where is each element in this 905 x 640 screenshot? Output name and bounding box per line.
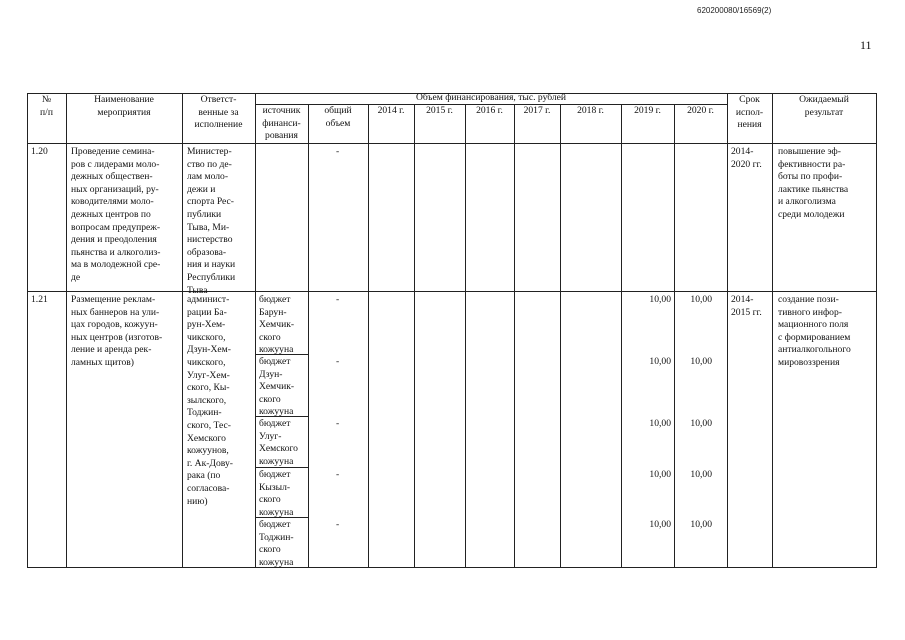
subrow-2020: 10,00: [690, 469, 712, 480]
col-border: [66, 93, 67, 568]
col-border: [560, 104, 561, 568]
col-border: [182, 93, 183, 568]
row-121-name: Размещение реклам- ных баннеров на ули- цах городов, кожуун- ных центров (изготов- ление и аренда рек- ламных щитов): [71, 294, 163, 368]
row-121-term: 2014- 2015 гг.: [731, 294, 762, 318]
subrow-2020: 10,00: [690, 294, 712, 305]
col-border: [772, 93, 773, 568]
page-number: 11: [860, 38, 872, 52]
subrow-2019: 10,00: [649, 294, 671, 305]
header-total: общий объем: [324, 105, 352, 129]
col-border: [514, 104, 515, 568]
document-code: 620200080/16569(2): [697, 6, 772, 15]
header-year-2017: 2017 г.: [523, 105, 551, 116]
row-120-term: 2014- 2020 гг.: [731, 146, 762, 170]
subrow-2019: 10,00: [649, 519, 671, 530]
row-120-result: повышение эф- фективности ра- боты по профи- лактике пьянства и алкоголизма среди молодежи: [778, 146, 849, 220]
header-term: Срок испол- нения: [735, 94, 764, 131]
row-121-result: создание пози- тивного инфор- мационного поля с формированием антиалкогольного мировоззрения: [778, 294, 851, 368]
row-120-num: 1.20: [31, 146, 48, 157]
subrow-total: -: [336, 519, 340, 530]
row-121-num: 1.21: [31, 294, 48, 305]
subrow-source: бюджет Барун- Хемчик- ского кожууна: [259, 294, 295, 356]
subrow-2019: 10,00: [649, 418, 671, 429]
subrow-source: бюджет Кызыл- ского кожууна: [259, 469, 294, 518]
col-border: [27, 93, 28, 568]
row-120-name: Проведение семина- ров с лидерами моло- дежных обществен- ных организаций, ру- ководителями моло- дежных центров по вопросам предупреж- дения и преодоления пьянства и алкоголиз- ма в молодежной сре- де: [71, 146, 161, 283]
col-border: [674, 104, 675, 568]
row-120-total: -: [336, 146, 340, 157]
header-name: Наименование мероприятия: [94, 94, 154, 118]
subrow-2019: 10,00: [649, 469, 671, 480]
header-result: Ожидаемый результат: [799, 94, 849, 118]
header-year-2014: 2014 г.: [377, 105, 405, 116]
table-bottom-border: [27, 567, 876, 568]
col-border: [255, 93, 256, 568]
header-year-2019: 2019 г.: [634, 105, 661, 116]
subrow-2020: 10,00: [690, 356, 712, 367]
subrow-total: -: [336, 356, 340, 367]
col-border: [727, 93, 728, 568]
col-border: [465, 104, 466, 568]
subrow-2020: 10,00: [690, 519, 712, 530]
subrow-total: -: [336, 294, 340, 305]
header-year-2018: 2018 г.: [577, 105, 604, 116]
header-year-2016: 2016 г.: [476, 105, 503, 116]
col-border: [414, 104, 415, 568]
header-funding-title: Объем финансирования, тыс. рублей: [415, 92, 567, 103]
subrow-source: бюджет Улуг- Хемского кожууна: [259, 418, 298, 467]
subrow-2019: 10,00: [649, 356, 671, 367]
subrow-total: -: [336, 418, 340, 429]
header-bottom-line: [27, 143, 876, 144]
col-border: [368, 104, 369, 568]
header-year-2015: 2015 г.: [426, 105, 453, 116]
col-border: [876, 93, 877, 568]
header-num: № п/п: [40, 94, 53, 118]
subrow-source: бюджет Тоджин- ского кожууна: [259, 519, 294, 568]
col-border: [621, 104, 622, 568]
row-121-responsible: админист- рации Ба- рун-Хем- чикского, Дзун-Хем- чикского, Улуг-Хем- ского, Кы- зылского, Тоджин- ского, Тес- Хемского кожуунов, г. Ак-Дову- рака (по согласова- нию): [187, 294, 233, 507]
col-border: [308, 104, 309, 568]
header-responsible: Ответст- венные за исполнение: [194, 94, 243, 131]
header-source: источник финанси- рования: [262, 105, 301, 142]
subrow-source: бюджет Дзун- Хемчик- ского кожууна: [259, 356, 295, 418]
subrow-2020: 10,00: [690, 418, 712, 429]
row-120-responsible: Министер- ство по де- лам моло- дежи и спорта Рес- публики Тыва, Ми- нистерство образова- ния и науки Республики Тыва: [187, 146, 236, 296]
row-separator: [27, 291, 876, 292]
subrow-total: -: [336, 469, 340, 480]
header-year-2020: 2020 г.: [687, 105, 714, 116]
